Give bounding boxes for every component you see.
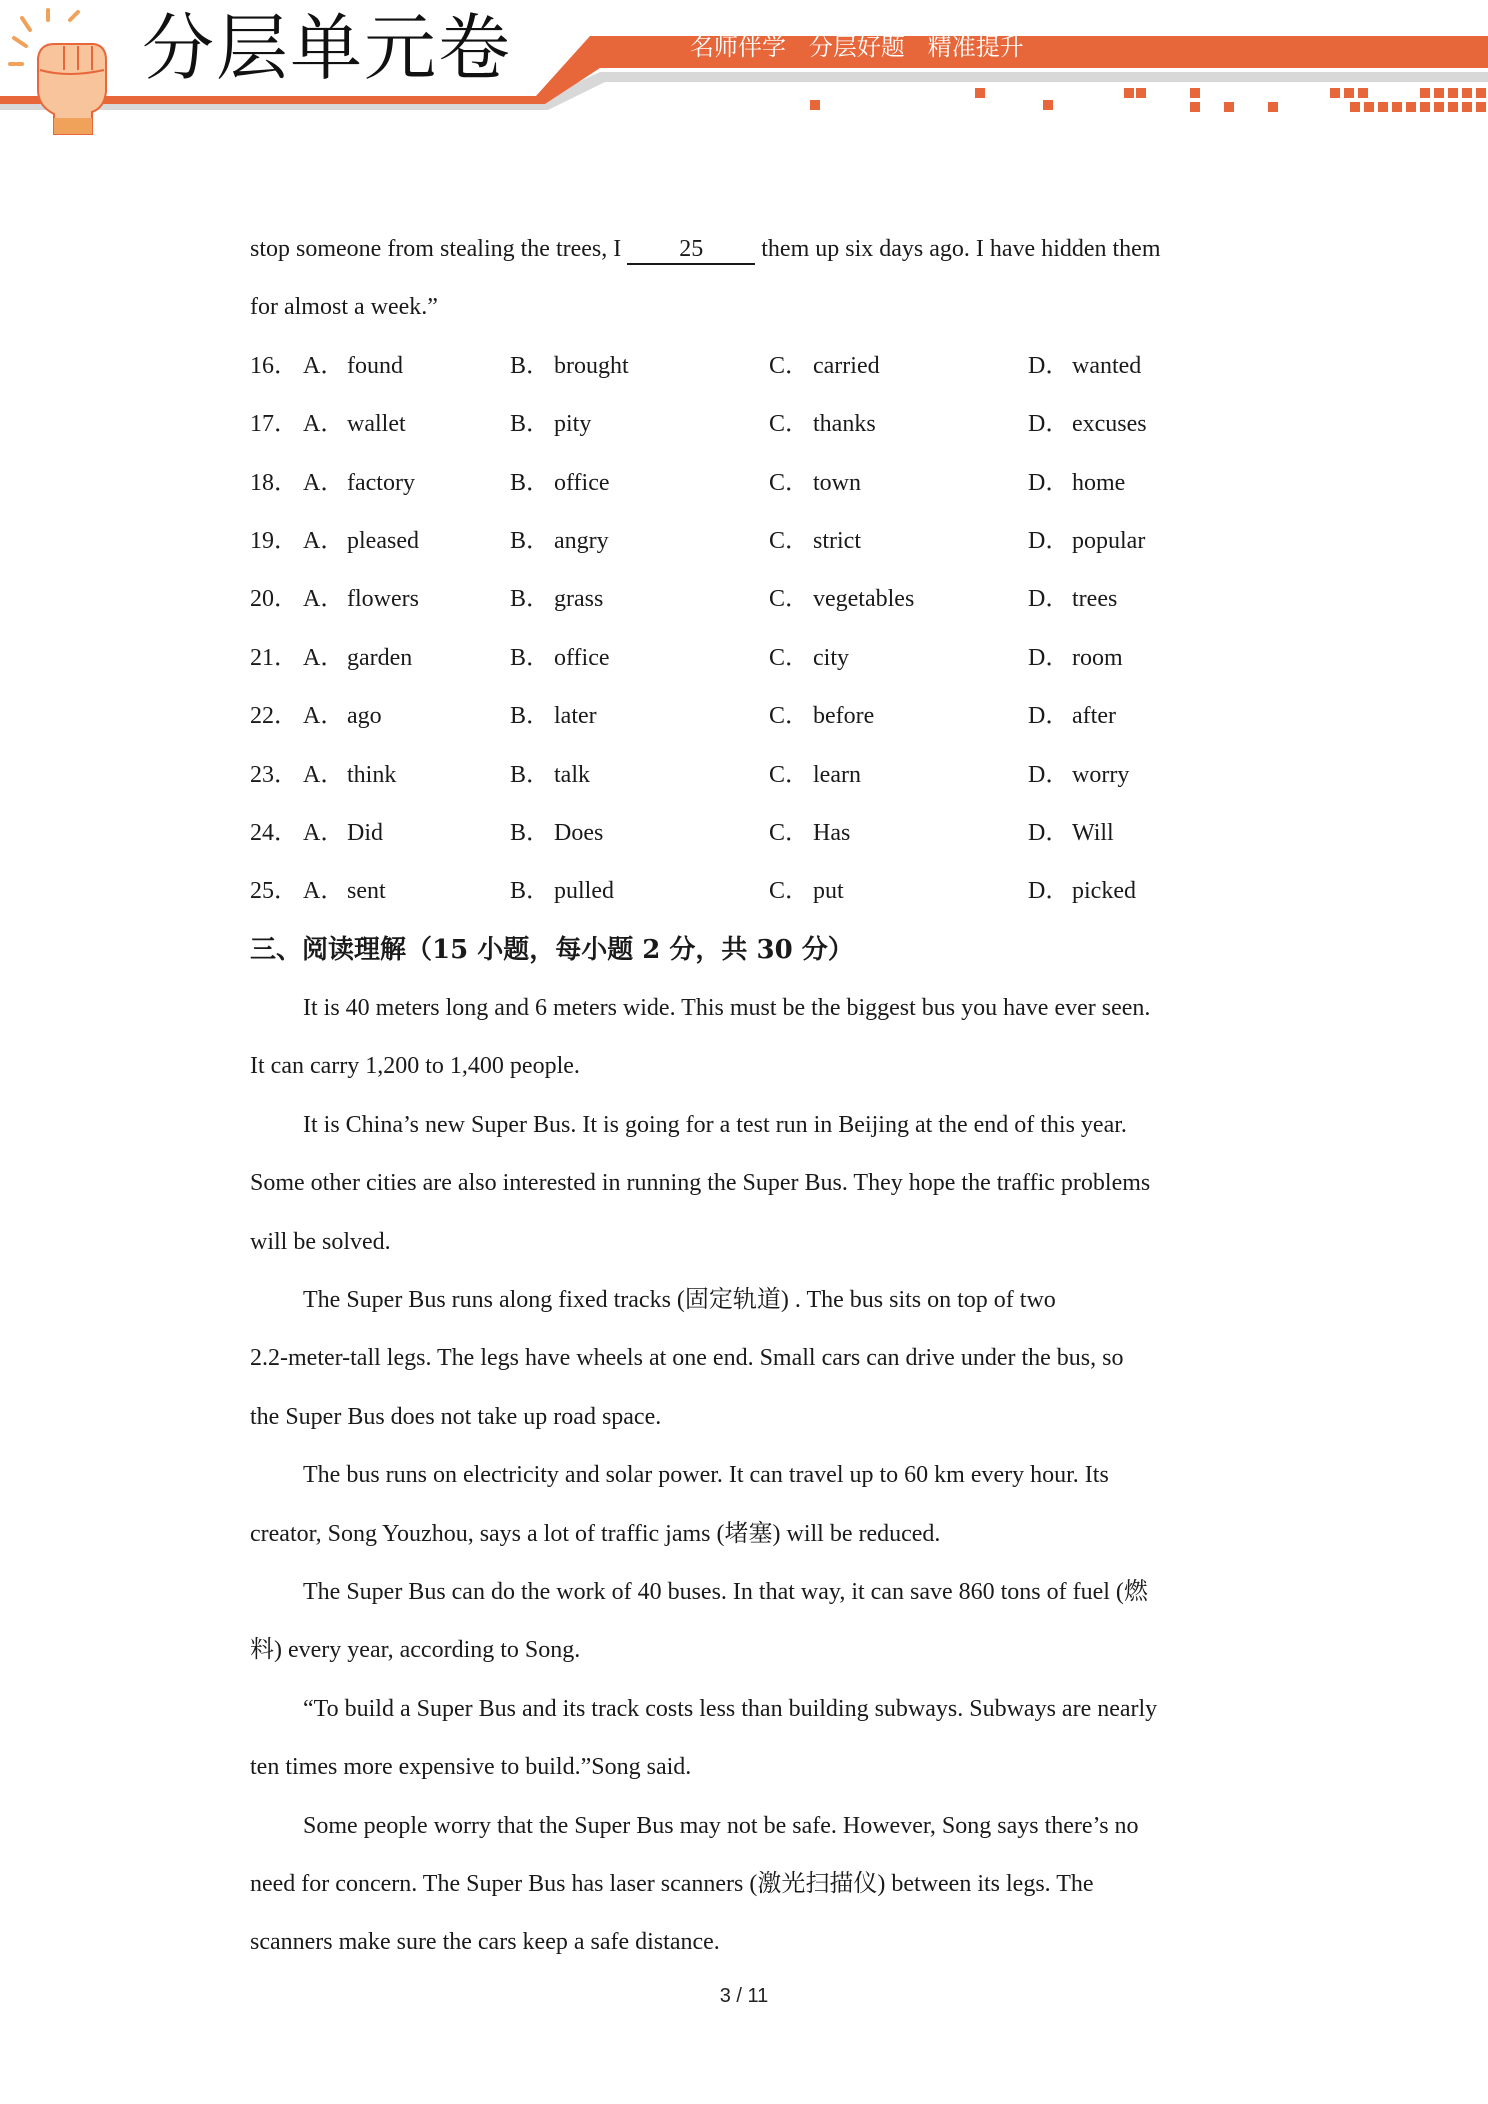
answer-option bbox=[1028, 629, 1123, 687]
option-text: angry bbox=[554, 527, 609, 554]
option-text: think bbox=[347, 761, 397, 788]
option-letter: C． bbox=[769, 819, 810, 846]
question-row bbox=[250, 804, 1250, 862]
option-text: ago bbox=[347, 703, 382, 730]
passage-line bbox=[250, 220, 1250, 278]
question-number: 24． bbox=[250, 819, 298, 846]
answer-option bbox=[1028, 862, 1136, 920]
option-letter: B． bbox=[510, 819, 551, 846]
question-row bbox=[250, 570, 1250, 628]
answer-option bbox=[769, 804, 850, 862]
option-letter: D． bbox=[1028, 586, 1070, 613]
question-row bbox=[250, 395, 1250, 453]
option-letter: B． bbox=[510, 644, 551, 671]
option-letter: D． bbox=[1028, 469, 1070, 496]
reading-passage bbox=[250, 979, 1250, 1972]
question-number: 22． bbox=[250, 703, 298, 730]
answer-option bbox=[510, 454, 610, 512]
option-letter: B． bbox=[510, 411, 551, 438]
reading-line: need for concern. The Super Bus has laser scanners (激光扫描仪) between its legs. The bbox=[250, 1870, 1094, 1897]
option-text: office bbox=[554, 469, 610, 496]
option-text: pity bbox=[554, 411, 592, 438]
option-text: Will bbox=[1072, 819, 1114, 846]
answer-option bbox=[1028, 512, 1145, 570]
answer-option bbox=[510, 804, 603, 862]
question-row bbox=[250, 629, 1250, 687]
answer-option bbox=[769, 746, 861, 804]
passage-text: them up six days ago. I have hidden them bbox=[755, 236, 1161, 262]
option-letter: B． bbox=[510, 586, 551, 613]
option-text: later bbox=[554, 703, 597, 730]
question-row bbox=[250, 512, 1250, 570]
option-letter: A． bbox=[303, 352, 345, 379]
option-letter: C． bbox=[769, 469, 810, 496]
reading-line: The Super Bus can do the work of 40 buses. In that way, it can save 860 tons of fuel (燃 bbox=[303, 1578, 1148, 1605]
reading-line: 料) every year, according to Song. bbox=[250, 1637, 581, 1664]
answer-option bbox=[303, 337, 403, 395]
option-letter: A． bbox=[303, 469, 345, 496]
reading-line: It can carry 1,200 to 1,400 people. bbox=[250, 1053, 580, 1080]
header-title: 分层单元卷 bbox=[142, 6, 513, 90]
option-letter: C． bbox=[769, 644, 810, 671]
answer-option bbox=[510, 337, 629, 395]
reading-line: Some other cities are also interested in running the Super Bus. They hope the traffic problems bbox=[250, 1170, 1151, 1197]
section-heading: 三、阅读理解（15 小题，每小题 2 分，共 30 分） bbox=[250, 934, 854, 965]
question-list bbox=[250, 337, 1250, 921]
option-letter: D． bbox=[1028, 878, 1070, 905]
option-letter: A． bbox=[303, 527, 345, 554]
option-letter: B． bbox=[510, 469, 551, 496]
raised-fist-icon bbox=[8, 8, 138, 136]
answer-option bbox=[1028, 570, 1117, 628]
option-text: found bbox=[347, 352, 403, 379]
answer-option bbox=[1028, 804, 1114, 862]
question-number: 23． bbox=[250, 761, 298, 788]
answer-option bbox=[1028, 746, 1129, 804]
answer-option bbox=[303, 687, 382, 745]
option-text: trees bbox=[1072, 586, 1118, 613]
answer-option bbox=[769, 454, 861, 512]
answer-option bbox=[303, 395, 406, 453]
option-letter: D． bbox=[1028, 352, 1070, 379]
answer-option bbox=[303, 629, 412, 687]
reading-line: It is 40 meters long and 6 meters wide. This must be the biggest bus you have ever seen. bbox=[303, 995, 1151, 1022]
option-text: home bbox=[1072, 469, 1126, 496]
answer-option bbox=[303, 862, 386, 920]
answer-option bbox=[510, 512, 609, 570]
answer-option bbox=[769, 687, 874, 745]
option-text: excuses bbox=[1072, 411, 1147, 438]
reading-line: It is China’s new Super Bus. It is going for a test run in Beijing at the end of this year. bbox=[303, 1111, 1127, 1138]
option-text: town bbox=[813, 469, 861, 496]
option-letter: C． bbox=[769, 411, 810, 438]
option-letter: A． bbox=[303, 644, 345, 671]
question-row bbox=[250, 687, 1250, 745]
option-letter: C． bbox=[769, 761, 810, 788]
answer-option bbox=[303, 746, 396, 804]
option-text: carried bbox=[813, 352, 880, 379]
answer-option bbox=[769, 629, 849, 687]
option-letter: D． bbox=[1028, 819, 1070, 846]
answer-blank: 25 bbox=[627, 235, 755, 265]
reading-line: 2.2-meter-tall legs. The legs have wheels at one end. Small cars can drive under the bus, so bbox=[250, 1345, 1124, 1372]
option-text: put bbox=[813, 878, 844, 905]
option-text: factory bbox=[347, 469, 415, 496]
option-letter: A． bbox=[303, 878, 345, 905]
answer-option bbox=[1028, 337, 1141, 395]
answer-option bbox=[510, 395, 591, 453]
option-text: strict bbox=[813, 527, 861, 554]
option-text: pleased bbox=[347, 527, 419, 554]
question-number: 25． bbox=[250, 878, 298, 905]
option-text: room bbox=[1072, 644, 1123, 671]
reading-line: creator, Song Youzhou, says a lot of traffic jams (堵塞) will be reduced. bbox=[250, 1520, 941, 1547]
answer-option bbox=[1028, 395, 1147, 453]
question-number: 19． bbox=[250, 527, 298, 554]
option-letter: D． bbox=[1028, 761, 1070, 788]
option-text: before bbox=[813, 703, 875, 730]
decorative-squares bbox=[810, 88, 1486, 112]
question-number: 16． bbox=[250, 352, 298, 379]
answer-option bbox=[769, 570, 914, 628]
answer-option bbox=[1028, 454, 1125, 512]
answer-option bbox=[303, 804, 383, 862]
option-text: wanted bbox=[1072, 352, 1142, 379]
option-text: grass bbox=[554, 586, 604, 613]
question-row bbox=[250, 746, 1250, 804]
option-letter: C． bbox=[769, 586, 810, 613]
question-row bbox=[250, 337, 1250, 395]
option-letter: A． bbox=[303, 761, 345, 788]
question-row bbox=[250, 862, 1250, 920]
option-text: worry bbox=[1072, 761, 1130, 788]
question-row bbox=[250, 454, 1250, 512]
option-letter: A． bbox=[303, 703, 345, 730]
answer-option bbox=[510, 746, 590, 804]
question-number: 20． bbox=[250, 586, 298, 613]
option-text: popular bbox=[1072, 527, 1146, 554]
option-text: flowers bbox=[347, 586, 419, 613]
question-number: 21． bbox=[250, 644, 298, 671]
option-letter: C． bbox=[769, 703, 810, 730]
option-letter: D． bbox=[1028, 411, 1070, 438]
option-text: vegetables bbox=[813, 586, 915, 613]
option-letter: B． bbox=[510, 703, 551, 730]
option-letter: A． bbox=[303, 411, 345, 438]
option-text: pulled bbox=[554, 878, 614, 905]
reading-line: scanners make sure the cars keep a safe distance. bbox=[250, 1929, 720, 1956]
option-letter: B． bbox=[510, 352, 551, 379]
answer-option bbox=[303, 570, 419, 628]
answer-option bbox=[769, 337, 880, 395]
option-letter: D． bbox=[1028, 703, 1070, 730]
option-text: Did bbox=[347, 819, 383, 846]
reading-line: The bus runs on electricity and solar power. It can travel up to 60 km every hour. Its bbox=[303, 1462, 1109, 1489]
option-text: talk bbox=[554, 761, 590, 788]
reading-line: the Super Bus does not take up road space. bbox=[250, 1403, 662, 1430]
option-text: Does bbox=[554, 819, 604, 846]
answer-option bbox=[510, 862, 614, 920]
reading-line: “To build a Super Bus and its track costs less than building subways. Subways are nearly bbox=[303, 1695, 1158, 1722]
page-number: 3 / 11 bbox=[719, 1985, 769, 2007]
question-number: 17． bbox=[250, 411, 298, 438]
reading-line: Some people worry that the Super Bus may not be safe. However, Song says there’s no bbox=[303, 1812, 1139, 1839]
option-letter: A． bbox=[303, 819, 345, 846]
option-text: sent bbox=[347, 878, 386, 905]
passage-text: stop someone from stealing the trees, I bbox=[250, 236, 628, 262]
option-letter: B． bbox=[510, 878, 551, 905]
header-slogan: 名师伴学 分层好题 精准提升 bbox=[690, 33, 1024, 61]
option-letter: C． bbox=[769, 352, 810, 379]
option-text: garden bbox=[347, 644, 413, 671]
option-text: office bbox=[554, 644, 610, 671]
answer-option bbox=[303, 512, 419, 570]
option-letter: D． bbox=[1028, 527, 1070, 554]
option-letter: C． bbox=[769, 878, 810, 905]
answer-option bbox=[510, 570, 603, 628]
option-text: picked bbox=[1072, 878, 1136, 905]
answer-option bbox=[510, 687, 597, 745]
answer-option bbox=[510, 629, 610, 687]
reading-line: The Super Bus runs along fixed tracks (固定轨道) . The bus sits on top of two bbox=[303, 1287, 1056, 1314]
option-text: city bbox=[813, 644, 849, 671]
answer-option bbox=[1028, 687, 1116, 745]
answer-option bbox=[769, 395, 876, 453]
option-text: wallet bbox=[347, 411, 406, 438]
answer-option bbox=[303, 454, 415, 512]
passage-line: for almost a week.” bbox=[250, 294, 438, 321]
option-text: Has bbox=[813, 819, 851, 846]
reading-line: ten times more expensive to build.”Song said. bbox=[250, 1754, 692, 1781]
page-header bbox=[0, 0, 1488, 140]
question-number: 18． bbox=[250, 469, 298, 496]
page-content bbox=[250, 220, 1250, 1972]
option-text: after bbox=[1072, 703, 1116, 730]
answer-option bbox=[769, 862, 844, 920]
reading-line: will be solved. bbox=[250, 1228, 391, 1255]
option-text: thanks bbox=[813, 411, 876, 438]
answer-option bbox=[769, 512, 861, 570]
option-text: learn bbox=[813, 761, 861, 788]
option-text: brought bbox=[554, 352, 629, 379]
option-letter: B． bbox=[510, 761, 551, 788]
option-letter: C． bbox=[769, 527, 810, 554]
option-letter: D． bbox=[1028, 644, 1070, 671]
option-letter: A． bbox=[303, 586, 345, 613]
option-letter: B． bbox=[510, 527, 551, 554]
